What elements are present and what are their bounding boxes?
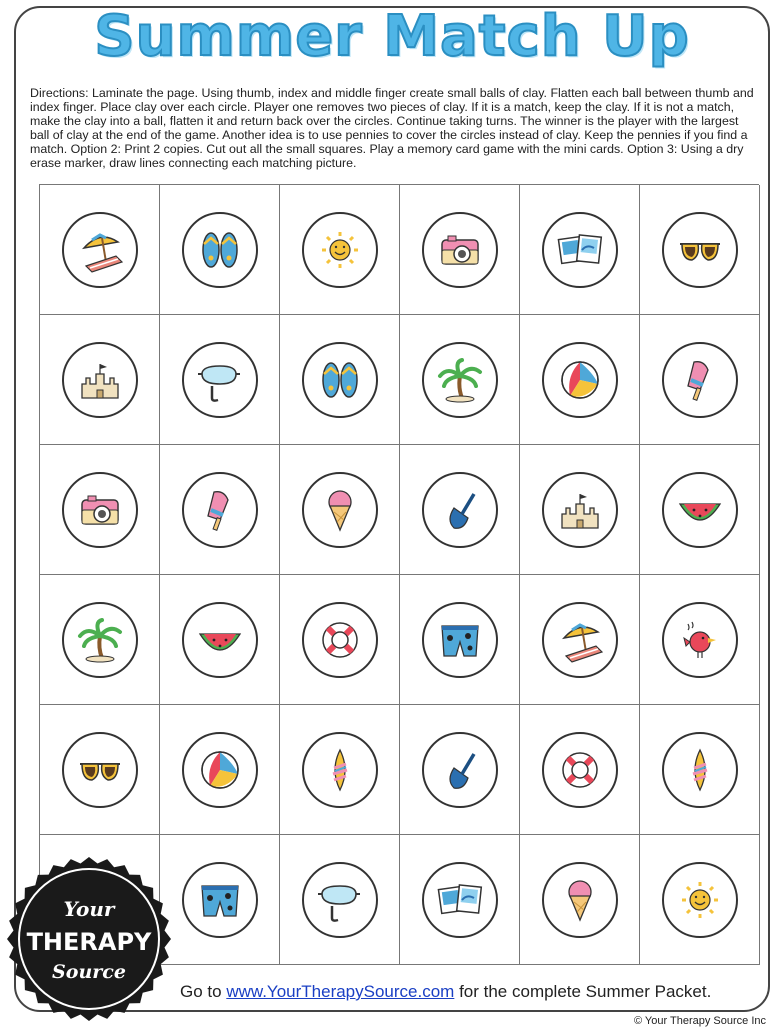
grid-cell: [400, 575, 520, 705]
flip-flops-icon: [196, 226, 244, 274]
logo-text-therapy: THERAPY: [26, 928, 152, 956]
match-circle[interactable]: [182, 602, 258, 678]
bird-icon: [676, 616, 724, 664]
match-circle[interactable]: [302, 732, 378, 808]
life-ring-icon: [316, 616, 364, 664]
beach-ball-icon: [556, 356, 604, 404]
match-circle[interactable]: [182, 472, 258, 548]
photos-icon: [436, 876, 484, 924]
logo-text-source: Source: [52, 961, 126, 983]
match-circle[interactable]: [422, 732, 498, 808]
grid-cell: [640, 575, 760, 705]
palm-tree-icon: [436, 356, 484, 404]
grid-cell: [520, 575, 640, 705]
match-circle[interactable]: [662, 472, 738, 548]
grid-cell: [40, 575, 160, 705]
camera-icon: [436, 226, 484, 274]
beach-umbrella-icon: [556, 616, 604, 664]
match-circle[interactable]: [302, 862, 378, 938]
match-circle[interactable]: [62, 732, 138, 808]
match-circle[interactable]: [302, 212, 378, 288]
grid-cell: [40, 185, 160, 315]
shovel-icon: [436, 486, 484, 534]
grid-cell: [400, 705, 520, 835]
photos-icon: [556, 226, 604, 274]
grid-cell: [40, 705, 160, 835]
grid-cell: [400, 185, 520, 315]
match-circle[interactable]: [182, 342, 258, 418]
match-circle[interactable]: [542, 342, 618, 418]
grid-cell: [280, 315, 400, 445]
grid-cell: [280, 705, 400, 835]
match-circle[interactable]: [182, 732, 258, 808]
match-circle[interactable]: [302, 342, 378, 418]
logo-text-your: Your: [63, 897, 115, 921]
shovel-icon: [436, 746, 484, 794]
match-circle[interactable]: [542, 212, 618, 288]
grid-cell: [640, 445, 760, 575]
popsicle-icon: [196, 486, 244, 534]
match-circle[interactable]: [62, 472, 138, 548]
grid-cell: [160, 705, 280, 835]
match-circle[interactable]: [662, 342, 738, 418]
grid-cell: [160, 575, 280, 705]
grid-cell: [40, 445, 160, 575]
sunglasses-icon: [676, 226, 724, 274]
match-circle[interactable]: [542, 472, 618, 548]
watermelon-icon: [676, 486, 724, 534]
match-circle[interactable]: [662, 732, 738, 808]
grid-cell: [640, 705, 760, 835]
grid-cell: [640, 185, 760, 315]
palm-tree-icon: [76, 616, 124, 664]
directions-text: Directions: Laminate the page. Using thumb, index and middle finger create small balls of clay. Flatten each ball between thumb and index finger. Place clay over each circle. Player one removes two pieces of clay. If it is a match, keep the clay. If it is not a match, make the clay into a ball, flatten it and return back over the circles. Continue taking turns. The winner is the player with the largest ball of clay at the end of the game. Another idea is to use pennies to cover the circles instead of clay. Keep the pennies if you find a match. Option 2: Print 2 copies. Cut out all the small squares. Play a memory card game with the mini cards. Option 3: Using a dry erase marker, draw lines connecting each matching picture.: [30, 86, 754, 170]
grid-cell: [160, 185, 280, 315]
grid-cell: [280, 575, 400, 705]
grid-cell: [160, 835, 280, 965]
grid-cell: [520, 315, 640, 445]
match-circle[interactable]: [422, 472, 498, 548]
match-circle[interactable]: [62, 342, 138, 418]
snorkel-icon: [196, 356, 244, 404]
grid-cell: [160, 315, 280, 445]
match-circle[interactable]: [422, 862, 498, 938]
match-circle[interactable]: [422, 602, 498, 678]
grid-cell: [280, 445, 400, 575]
match-circle[interactable]: [422, 212, 498, 288]
match-circle[interactable]: [302, 602, 378, 678]
match-circle[interactable]: [662, 862, 738, 938]
grid-cell: [520, 705, 640, 835]
beach-ball-icon: [196, 746, 244, 794]
grid-cell: [40, 315, 160, 445]
surfboard-icon: [316, 746, 364, 794]
swim-trunks-icon: [196, 876, 244, 924]
grid-cell: [520, 835, 640, 965]
match-circle[interactable]: [542, 862, 618, 938]
sun-icon: [316, 226, 364, 274]
ice-cream-icon: [556, 876, 604, 924]
watermelon-icon: [196, 616, 244, 664]
match-circle[interactable]: [302, 472, 378, 548]
your-therapy-source-logo: [6, 856, 172, 1022]
life-ring-icon: [556, 746, 604, 794]
sunglasses-icon: [76, 746, 124, 794]
footer-text: [180, 982, 711, 1002]
grid-cell: [640, 315, 760, 445]
swim-trunks-icon: [436, 616, 484, 664]
match-circle[interactable]: [542, 732, 618, 808]
sandcastle-icon: [76, 356, 124, 404]
grid-cell: [400, 835, 520, 965]
grid-cell: [520, 185, 640, 315]
match-circle[interactable]: [62, 602, 138, 678]
match-circle[interactable]: [542, 602, 618, 678]
grid-cell: [280, 835, 400, 965]
grid-cell: [400, 445, 520, 575]
flip-flops-icon: [316, 356, 364, 404]
copyright-text: © Your Therapy Source Inc: [633, 1015, 766, 1027]
surfboard-icon: [676, 746, 724, 794]
match-grid: [39, 184, 759, 964]
camera-icon: [76, 486, 124, 534]
page-title: Summer Match Up: [94, 4, 690, 69]
grid-cell: [160, 445, 280, 575]
match-circle[interactable]: [422, 342, 498, 418]
sun-icon: [676, 876, 724, 924]
match-circle[interactable]: [182, 862, 258, 938]
match-circle[interactable]: [662, 212, 738, 288]
footer-suffix: for the complete Summer Packet.: [454, 982, 712, 1001]
website-link[interactable]: www.YourTherapySource.com: [226, 982, 455, 1001]
snorkel-icon: [316, 876, 364, 924]
grid-cell: [400, 315, 520, 445]
match-circle[interactable]: [62, 212, 138, 288]
beach-umbrella-icon: [76, 226, 124, 274]
grid-cell: [280, 185, 400, 315]
ice-cream-icon: [316, 486, 364, 534]
match-circle[interactable]: [182, 212, 258, 288]
sandcastle-icon: [556, 486, 604, 534]
grid-cell: [520, 445, 640, 575]
match-circle[interactable]: [662, 602, 738, 678]
grid-cell: [640, 835, 760, 965]
footer-prefix: Go to: [180, 982, 227, 1001]
popsicle-icon: [676, 356, 724, 404]
